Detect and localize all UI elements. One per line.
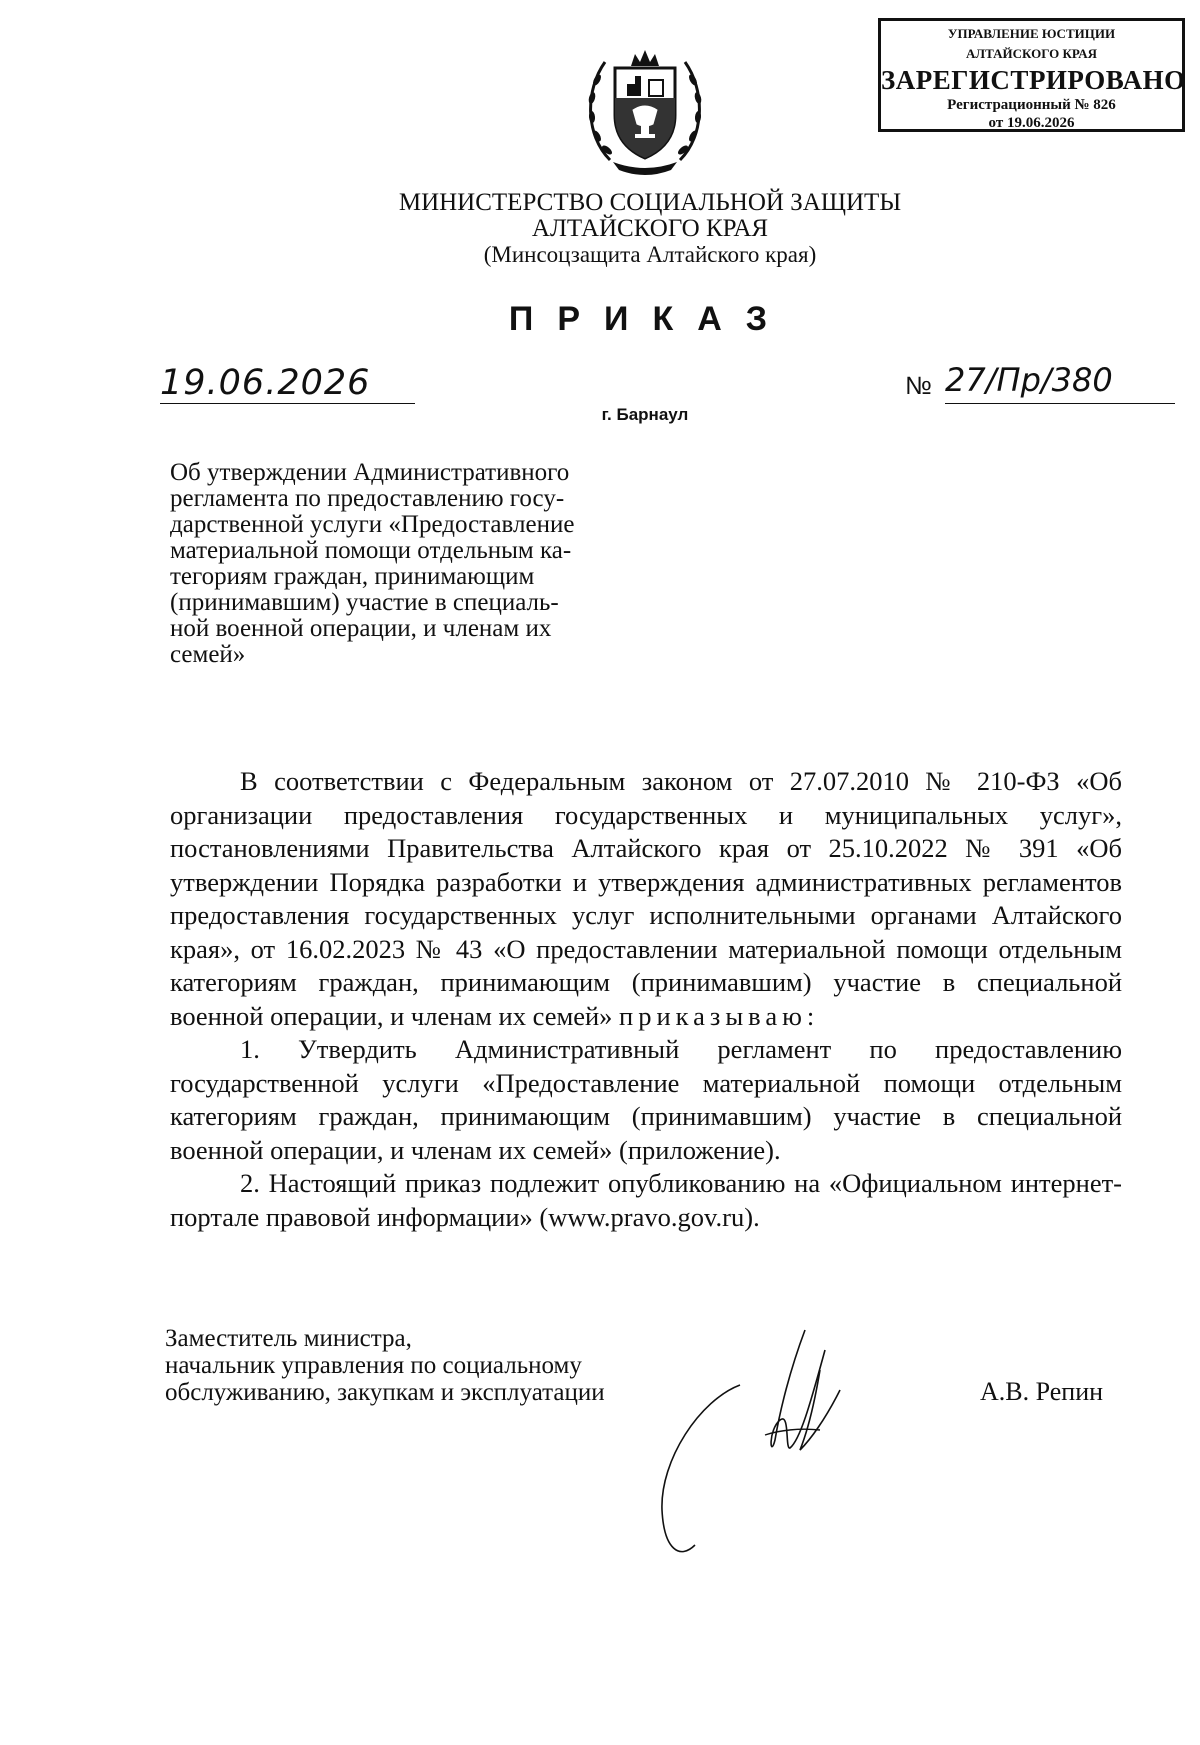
number-underline [945,403,1175,404]
handwritten-signature [640,1310,920,1560]
order-subject [170,460,640,668]
ministry-name-line2: АЛТАЙСКОГО КРАЯ [531,215,769,242]
order-item-1: 1. Утвердить Административный регламент по предоставлению государственной услуги «Предоставление материальной помощи отдельным категориям граждан, принимающим (принимавшим) участие в специальной военной операции, и членам их семей» (приложение). [170,1034,1122,1165]
ministry-name-line1: МИНИСТЕРСТВО СОЦИАЛЬНОЙ ЗАЩИТЫ [398,189,902,216]
subject-line: ной военной операции, и членам их [170,615,552,642]
subject-line: регламента по предоставлению госу- [170,485,565,512]
subject-line: семей» [170,641,246,668]
preamble-paragraph [170,765,1122,1033]
signer-title-line: начальник управления по социальному [165,1352,582,1379]
preamble-text: В соответствии с Федеральным законом от 27.07.2010 № 210-ФЗ «Об организации предоставления государственных и муниципальных услуг», постановлениями Правительства Алтайского края от 25.10.2022 № 391 «Об утверждении Порядка разработки и утверждения административных регламентов предоставления государственных услуг исполнительными органами Алтайского края», от 16.02.2023 № 43 «О предоставлении материальной помощи отдельным категориям граждан, принимающим (принимавшим) участие в специальной военной операции, и членам их семей» [170,766,1122,1031]
order-body [170,765,1122,1234]
stamp-reg-number: Регистрационный № 826 [947,97,1116,113]
handwritten-number: 27/Пр/380 [945,361,1113,399]
signer-name: А.В. Репин [980,1377,1104,1406]
date-underline [160,403,415,404]
ministry-header [300,190,1000,268]
order-item-2: 2. Настоящий приказ подлежит опубликованию на «Официальном интернет-портале правовой информации» (www.pravo.gov.ru). [170,1168,1122,1232]
subject-line: дарственной услуги «Предоставление [170,511,575,538]
document-type-title: ПРИКАЗ [508,300,792,338]
order-word: приказываю: [619,1000,820,1031]
stamp-status: ЗАРЕГИСТРИРОВАНО [881,65,1186,95]
stamp-org-line2: АЛТАЙСКОГО КРАЯ [966,46,1097,61]
subject-line: Об утверждении Административного [170,459,570,486]
subject-line: тегориям граждан, принимающим [170,563,535,590]
ministry-short-name: (Минсоцзащита Алтайского края) [483,242,817,267]
city-label: г. Барнаул [601,405,689,424]
subject-line: (принимавшим) участие в специаль- [170,589,559,616]
handwritten-date: 19.06.2026 [160,363,371,403]
signer-position [165,1325,705,1406]
stamp-reg-date: от 19.06.2026 [988,115,1075,131]
signer-title-line: обслуживанию, закупкам и эксплуатации [165,1379,605,1406]
altai-krai-coat-of-arms-icon [575,40,715,180]
registration-stamp [878,18,1185,132]
number-label: № [905,372,932,400]
signer-title-line: Заместитель министра, [165,1325,412,1352]
subject-line: материальной помощи отдельным ка- [170,537,572,564]
stamp-org-line1: УПРАВЛЕНИЕ ЮСТИЦИИ [947,26,1116,41]
